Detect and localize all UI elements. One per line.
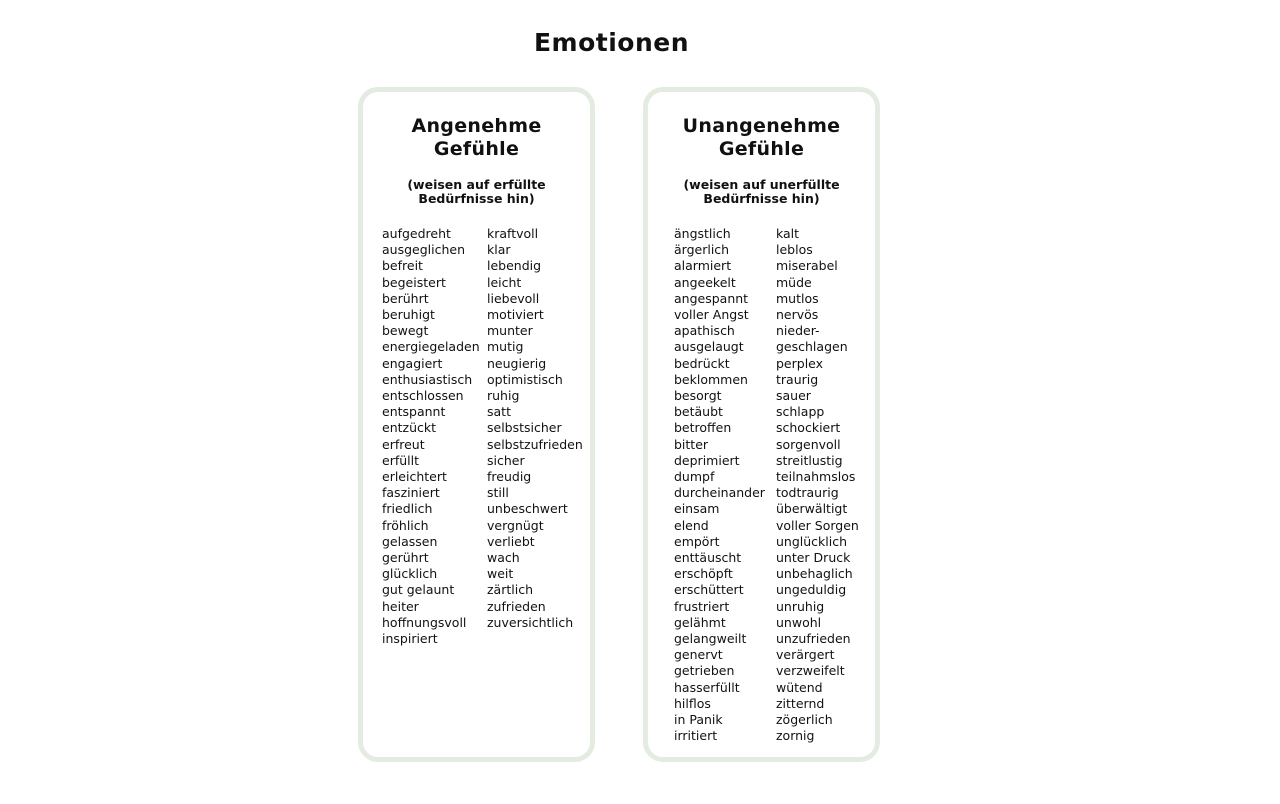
feeling-item: heiter	[382, 598, 419, 614]
unpleasant-feelings-column-2	[776, 226, 859, 745]
feeling-item: durcheinander	[674, 485, 765, 501]
feeling-item: einsam	[674, 501, 720, 517]
feeling-item: mutig	[487, 339, 524, 355]
feeling-item: motiviert	[487, 307, 544, 323]
feeling-item: gelähmt	[674, 614, 726, 630]
feeling-item: unwohl	[776, 614, 822, 630]
feeling-item: müde	[776, 274, 812, 290]
feeling-item: irritiert	[674, 728, 718, 744]
feeling-item: neugierig	[487, 355, 547, 371]
feeling-item: inspiriert	[382, 631, 438, 647]
feeling-item: kraftvoll	[487, 226, 539, 241]
feeling-item: ärgerlich	[674, 242, 730, 258]
feeling-item: erleichtert	[382, 469, 447, 485]
feeling-item: hoffnungsvoll	[382, 614, 467, 630]
feeling-item: hasserfüllt	[674, 679, 740, 695]
feeling-item: deprimiert	[674, 452, 740, 468]
feeling-item: streitlustig	[776, 452, 843, 468]
feeling-item: besorgt	[674, 388, 722, 404]
feeling-item: verliebt	[487, 533, 535, 549]
feeling-item: voller Sorgen	[776, 517, 859, 533]
feeling-item: fasziniert	[382, 485, 440, 501]
feeling-item: ruhig	[487, 388, 520, 404]
feeling-item: zornig	[776, 728, 815, 744]
feeling-item: unzufrieden	[776, 631, 851, 647]
feeling-item: sauer	[776, 388, 811, 404]
feeling-item: schockiert	[776, 420, 841, 436]
feeling-item: ausgeglichen	[382, 242, 466, 258]
feeling-item: ängstlich	[674, 226, 731, 241]
feeling-item: dumpf	[674, 469, 715, 485]
feeling-item: verzweifelt	[776, 663, 845, 679]
feeling-item: begeistert	[382, 274, 446, 290]
pleasant-feelings-lists	[363, 226, 590, 647]
feeling-item: weit	[487, 566, 514, 582]
feeling-item: angespannt	[674, 290, 749, 306]
feeling-item: nervös	[776, 307, 819, 323]
feeling-item: gelassen	[382, 533, 438, 549]
feeling-item: energiegeladen	[382, 339, 480, 355]
feeling-item: ausgelaugt	[674, 339, 744, 355]
feeling-item: todtraurig	[776, 485, 839, 501]
feeling-item: erschöpft	[674, 566, 733, 582]
feeling-item: verärgert	[776, 647, 835, 663]
feeling-item: wütend	[776, 679, 823, 695]
feeling-item: liebevoll	[487, 290, 540, 306]
feeling-item: zögerlich	[776, 712, 833, 728]
feeling-item: schlapp	[776, 404, 825, 420]
page-title: Emotionen	[533, 28, 690, 57]
feeling-item: teilnahmslos	[776, 469, 856, 485]
unpleasant-feelings-column-1	[674, 226, 776, 745]
feeling-item: fröhlich	[382, 517, 429, 533]
feeling-item: ungeduldig	[776, 582, 847, 598]
unpleasant-feelings-subtitle: (weisen auf unerfüllte Bedürfnisse hin)	[683, 177, 840, 206]
feeling-item: zitternd	[776, 695, 825, 711]
feeling-item: enttäuscht	[674, 550, 742, 566]
feeling-item: leblos	[776, 242, 813, 258]
pleasant-feelings-card	[358, 87, 595, 762]
feeling-item: unbehaglich	[776, 566, 853, 582]
feeling-item: wach	[487, 550, 520, 566]
feeling-item: alarmiert	[674, 258, 732, 274]
feeling-item: apathisch	[674, 323, 735, 339]
feeling-item: erfreut	[382, 436, 425, 452]
feeling-item: befreit	[382, 258, 423, 274]
feeling-item: selbstzufrieden	[487, 436, 583, 452]
feeling-item: angeekelt	[674, 274, 736, 290]
feeling-item: geschlagen	[776, 339, 848, 355]
feeling-item: gerührt	[382, 550, 429, 566]
feeling-item: beruhigt	[382, 307, 435, 323]
feeling-item: unglücklich	[776, 533, 848, 549]
feeling-item: glücklich	[382, 566, 438, 582]
pleasant-feelings-column-2	[487, 226, 583, 647]
feeling-item: unter Druck	[776, 550, 851, 566]
feeling-item: munter	[487, 323, 533, 339]
feeling-item: selbstsicher	[487, 420, 562, 436]
feeling-item: frustriert	[674, 598, 730, 614]
feeling-item: in Panik	[674, 712, 723, 728]
feeling-item: perplex	[776, 355, 824, 371]
feeling-item: bewegt	[382, 323, 429, 339]
feeling-item: sicher	[487, 452, 525, 468]
feeling-item: überwältigt	[776, 501, 848, 517]
feeling-item: zärtlich	[487, 582, 534, 598]
feeling-item: gelangweilt	[674, 631, 747, 647]
feeling-item: engagiert	[382, 355, 443, 371]
feeling-item: empört	[674, 533, 720, 549]
feeling-item: betäubt	[674, 404, 723, 420]
feeling-item: bedrückt	[674, 355, 730, 371]
unpleasant-feelings-lists	[648, 226, 875, 745]
feeling-item: lebendig	[487, 258, 542, 274]
pleasant-feelings-heading: Angenehme Gefühle	[411, 115, 542, 160]
feeling-item: betroffen	[674, 420, 732, 436]
feeling-item: mutlos	[776, 290, 819, 306]
feeling-item: sorgenvoll	[776, 436, 841, 452]
unpleasant-feelings-heading: Unangenehme Gefühle	[682, 115, 841, 160]
feeling-item: enthusiastisch	[382, 371, 473, 387]
feeling-item: voller Angst	[674, 307, 749, 323]
feeling-item: miserabel	[776, 258, 838, 274]
feeling-item: entspannt	[382, 404, 446, 420]
feeling-item: traurig	[776, 371, 819, 387]
feeling-item: gut gelaunt	[382, 582, 455, 598]
feeling-item: zufrieden	[487, 598, 546, 614]
feeling-item: unbeschwert	[487, 501, 568, 517]
feeling-item: getrieben	[674, 663, 735, 679]
feeling-item: optimistisch	[487, 371, 563, 387]
feeling-item: klar	[487, 242, 511, 258]
feeling-item: elend	[674, 517, 709, 533]
feeling-item: leicht	[487, 274, 522, 290]
feeling-item: erfüllt	[382, 452, 419, 468]
feeling-item: aufgedreht	[382, 226, 451, 241]
feeling-item: erschüttert	[674, 582, 744, 598]
unpleasant-feelings-card	[643, 87, 880, 762]
feeling-item: satt	[487, 404, 511, 420]
feeling-item: nieder-	[776, 323, 820, 339]
feeling-item: entschlossen	[382, 388, 464, 404]
feeling-item: zuversichtlich	[487, 614, 574, 630]
feeling-item: berührt	[382, 290, 429, 306]
feeling-item: vergnügt	[487, 517, 544, 533]
feeling-item: entzückt	[382, 420, 437, 436]
feeling-item: beklommen	[674, 371, 748, 387]
feeling-item: freudig	[487, 469, 532, 485]
feeling-item: bitter	[674, 436, 709, 452]
pleasant-feelings-subtitle: (weisen auf erfüllte Bedürfnisse hin)	[407, 177, 546, 206]
feeling-item: still	[487, 485, 509, 501]
feeling-item: unruhig	[776, 598, 825, 614]
feeling-item: friedlich	[382, 501, 433, 517]
pleasant-feelings-column-1	[382, 226, 487, 647]
feeling-item: hilflos	[674, 695, 711, 711]
feeling-item: genervt	[674, 647, 723, 663]
feeling-item: kalt	[776, 226, 800, 241]
